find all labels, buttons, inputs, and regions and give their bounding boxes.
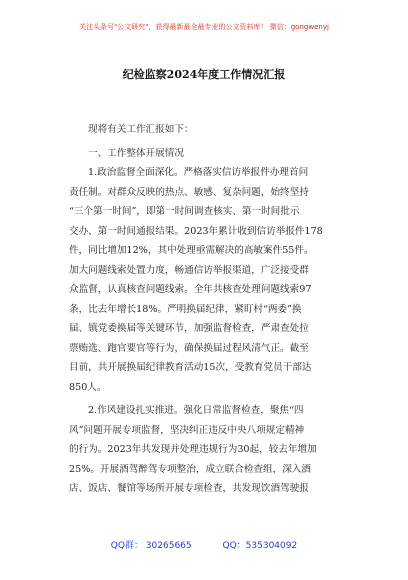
body-line: 2.作风建设扎实推进。强化日常监督检查，聚焦“四: [88, 405, 304, 416]
body-line: “三个第一时间”，即第一时间调查核实、第一时间批示: [69, 206, 300, 217]
body-line: 现将有关工作汇报如下：: [88, 124, 194, 135]
footer-qq-group: QQ群： 30265665: [110, 541, 192, 551]
footer-qq: QQ：535304092: [222, 541, 298, 551]
body-line: 店、饭店、餐馆等场所开展专项检查，共发现饮酒驾驶报: [69, 483, 309, 494]
body-line: 票贿选、跑官要官等行为，确保换届过程风清气正。截至: [69, 342, 309, 354]
body-line: 1.政治监督全面深化。严格落实信访举报件办理首问: [88, 167, 309, 178]
body-line: 条，比去年增长18%。严明换届纪律，紧盯村“两委”换: [69, 303, 302, 315]
body-line: 的行为。2023年共发现并处理违规行为30起，较去年增加: [69, 444, 317, 455]
body-line: 风”问题开展专项监督，坚决纠正违反中央八项规定精神: [69, 424, 305, 436]
body-line: 目前，共开展换届纪律教育活动15次，受教育党员干部达: [69, 362, 312, 373]
body-line: 届、镇党委换届等关键环节，加强监督检查，严肃查处拉: [69, 323, 309, 334]
footer: [0, 538, 408, 551]
body-line: 众监督，认真核查问题线索。全年共核查处理问题线索97: [69, 284, 312, 295]
body-line: 一、工作整体开展情况: [88, 147, 184, 159]
body-line: 25%。开展酒驾醉驾专项整治，成立联合检查组，深入酒: [69, 463, 311, 475]
document-title: 纪检监察2024年度工作情况汇报: [122, 68, 286, 81]
body-line: 850人。: [69, 381, 107, 393]
header-banner: 关注头条号"公文研究"，获得最新最全最专业的公文资料库！ 微信：gongwenyj: [79, 23, 329, 31]
body-line: 件，同比增加12%，其中处理亟需解决的高敏案件55件。: [69, 245, 314, 256]
body-line: 加大问题线索处置力度，畅通信访举报渠道，广泛接受群: [69, 264, 309, 276]
document-body: [69, 120, 345, 499]
body-line: 责任制。对群众反映的热点、敏感、复杂问题，始终坚持: [69, 186, 309, 198]
body-line: 交办、第一时间通报结果。2023年累计收到信访举报件178: [69, 225, 323, 237]
